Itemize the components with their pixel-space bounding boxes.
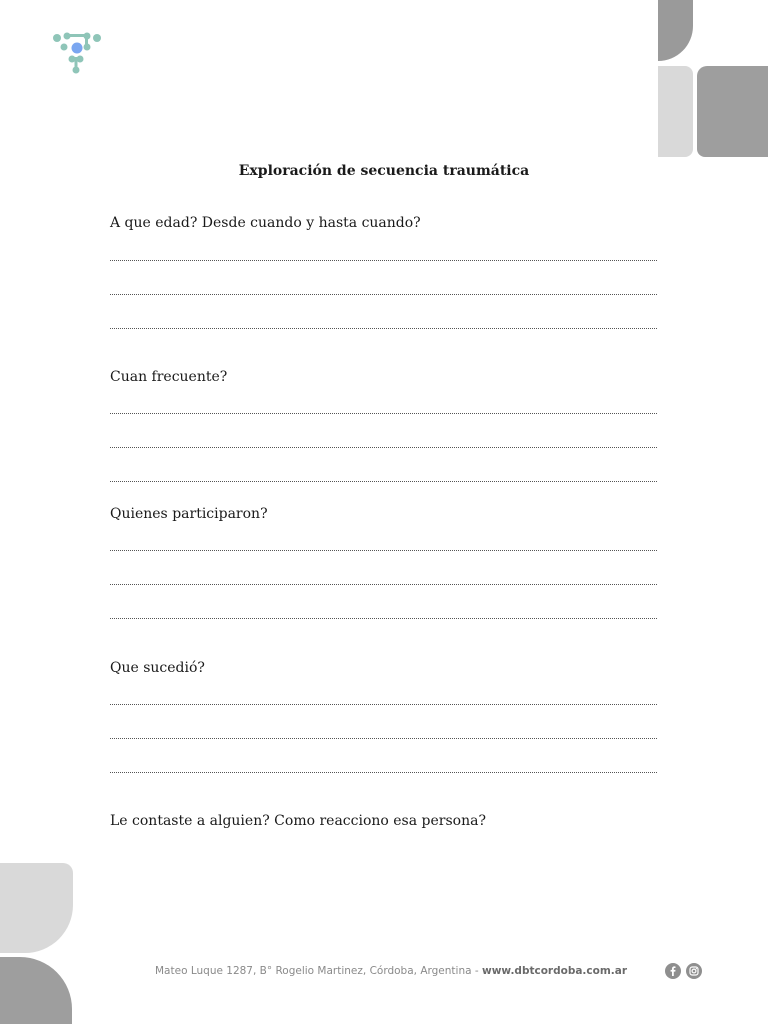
question-told-someone: Le contaste a alguien? Como reacciono esa persona? — [110, 813, 486, 829]
corner-shape-dark — [697, 66, 768, 157]
question-frequency: Cuan frecuente? — [110, 369, 228, 385]
question-age: A que edad? Desde cuando y hasta cuando? — [110, 215, 421, 231]
answer-line[interactable] — [110, 704, 657, 705]
footer-text — [155, 965, 627, 977]
facebook-icon[interactable] — [665, 963, 681, 979]
answer-line[interactable] — [110, 481, 657, 482]
question-what-happened: Que sucedió? — [110, 660, 205, 676]
answer-line[interactable] — [110, 447, 657, 448]
answer-line[interactable] — [110, 772, 657, 773]
question-participants: Quienes participaron? — [110, 506, 268, 522]
answer-line[interactable] — [110, 328, 657, 329]
document-title: Exploración de secuencia traumática — [238, 163, 530, 179]
instagram-icon[interactable] — [686, 963, 702, 979]
answer-line[interactable] — [110, 550, 657, 551]
corner-shape-bottom-light — [0, 863, 73, 953]
answer-line[interactable] — [110, 294, 657, 295]
corner-shape-top — [658, 0, 693, 61]
answer-line[interactable] — [110, 738, 657, 739]
answer-line[interactable] — [110, 584, 657, 585]
answer-line[interactable] — [110, 618, 657, 619]
answer-line[interactable] — [110, 413, 657, 414]
logo-icon — [50, 30, 106, 78]
corner-shape-bottom-dark — [0, 957, 72, 1024]
corner-shape-light — [658, 66, 693, 157]
footer-address: Mateo Luque 1287, B° Rogelio Martinez, Córdoba, Argentina - — [155, 965, 483, 977]
footer-website[interactable]: www.dbtcordoba.com.ar — [482, 965, 628, 977]
answer-line[interactable] — [110, 260, 657, 261]
